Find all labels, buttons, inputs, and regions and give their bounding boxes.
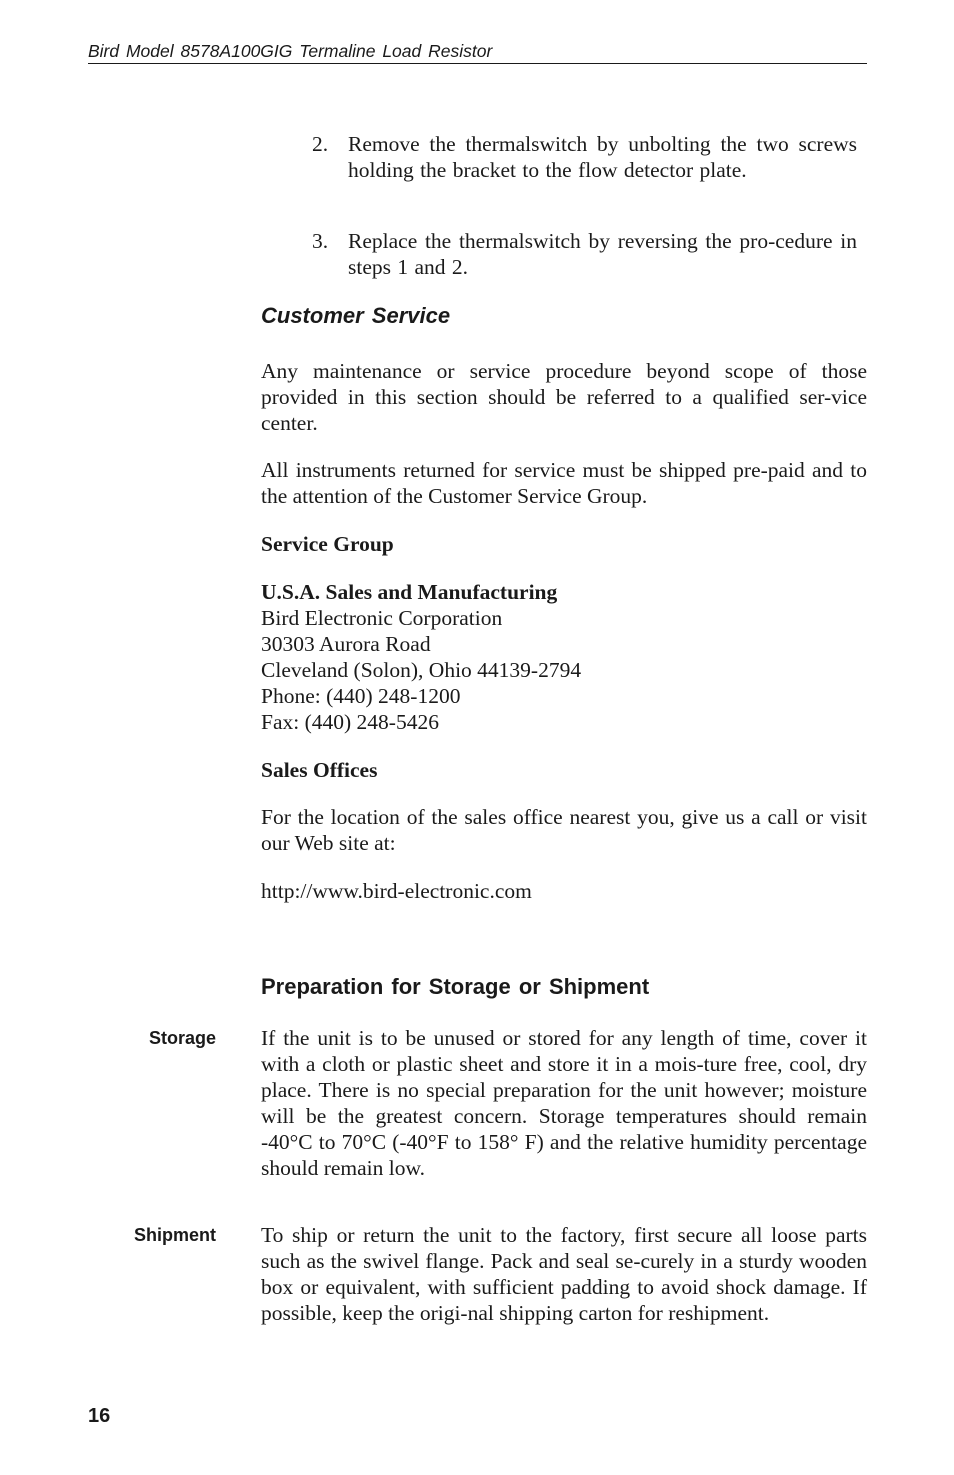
step-text: Remove the thermalswitch by unbolting the two screws holding the bracket to the flow detector plate. — [348, 132, 857, 182]
step-2 — [312, 131, 857, 183]
shipment-side-label: Shipment — [133, 1225, 216, 1245]
usa-sales-heading: U.S.A. Sales and Manufacturing — [261, 580, 558, 604]
website-url: http://www.bird-electronic.com — [261, 879, 532, 903]
customer-service-paragraph-2: All instruments returned for service must be shipped pre-paid and to the attention of the Customer Service Group. — [261, 458, 867, 508]
step-text: Replace the thermalswitch by reversing the pro-cedure in steps 1 and 2. — [348, 229, 857, 279]
address-company: Bird Electronic Corporation — [261, 606, 503, 630]
sales-offices-heading: Sales Offices — [261, 758, 378, 782]
preparation-heading: Preparation for Storage or Shipment — [261, 974, 650, 999]
step-number: 2. — [312, 132, 329, 156]
address-phone: Phone: (440) 248-1200 — [261, 684, 461, 708]
step-3 — [312, 228, 857, 280]
shipment-paragraph: To ship or return the unit to the factory, first secure all loose parts such as the swivel flange. Pack and seal se-curely in a sturdy wooden box or equivalent, with sufficient padding to avoid shock damage. If possible, keep the origi-nal shipping carton for reshipment. — [261, 1223, 867, 1325]
address-street: 30303 Aurora Road — [261, 632, 431, 656]
address-fax: Fax: (440) 248-5426 — [261, 710, 439, 734]
sales-offices-text: For the location of the sales office nearest you, give us a call or visit our Web site at: — [261, 805, 867, 855]
address-block — [261, 605, 867, 735]
service-group-heading: Service Group — [261, 532, 394, 556]
running-header: Bird Model 8578A100GIG Termaline Load Resistor — [88, 40, 867, 64]
step-number: 3. — [312, 229, 329, 253]
storage-side-label: Storage — [148, 1028, 216, 1048]
address-city: Cleveland (Solon), Ohio 44139-2794 — [261, 658, 582, 682]
storage-paragraph: If the unit is to be unused or stored for any length of time, cover it with a cloth or plastic sheet and store it in a mois-ture free, cool, dry place. There is no special preparation for the unit however; moisture will be the greatest concern. Storage temperatures should remain -40°C to 70°C (-40°F to 158° F) and the relative humidity percentage should remain low. — [261, 1026, 867, 1180]
customer-service-paragraph-1: Any maintenance or service procedure beyond scope of those provided in this section should be referred to a qualified ser-vice center. — [261, 359, 867, 435]
page-number: 16 — [88, 1405, 111, 1427]
customer-service-heading: Customer Service — [261, 303, 451, 328]
